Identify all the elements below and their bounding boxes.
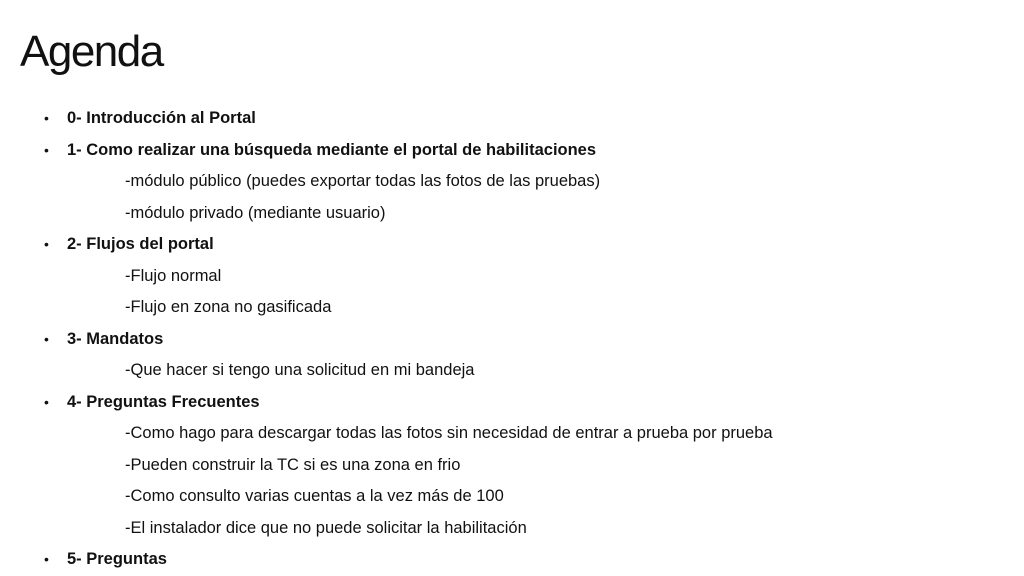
agenda-subitem-label: -Que hacer si tengo una solicitud en mi bandeja	[125, 361, 475, 379]
bullet-icon: •	[44, 110, 49, 126]
agenda-subitem	[0, 450, 1024, 482]
agenda-subitem	[0, 481, 1024, 513]
agenda-item-label: 2- Flujos del portal	[67, 235, 214, 253]
agenda-item-label: 3- Mandatos	[67, 329, 164, 348]
agenda-subitem-label: -El instalador dice que no puede solicitar la habilitación	[125, 518, 527, 537]
agenda-subitem-label: -módulo público (puedes exportar todas las fotos de las pruebas)	[125, 172, 601, 190]
bullet-icon: •	[44, 393, 49, 410]
agenda-item	[0, 103, 1024, 135]
bullet-icon: •	[44, 141, 49, 158]
agenda-subitem-label: -Como hago para descargar todas las fotos sin necesidad de entrar a prueba por prueba	[125, 424, 773, 442]
bullet-icon: •	[44, 551, 49, 567]
agenda-item	[0, 387, 1024, 419]
agenda-subitem-label: -Flujo normal	[125, 266, 222, 285]
agenda-list	[0, 103, 1024, 576]
agenda-subitem-label: -Como consulto varias cuentas a la vez más de 100	[125, 487, 504, 505]
agenda-item-label: 0- Introducción al Portal	[67, 109, 256, 127]
bullet-icon: •	[44, 236, 49, 252]
bullet-icon: •	[44, 330, 49, 347]
agenda-subitem	[0, 198, 1024, 230]
agenda-subitem	[0, 513, 1024, 545]
agenda-item-label: 1- Como realizar una búsqueda mediante el portal de habilitaciones	[67, 140, 597, 159]
agenda-item-label: 4- Preguntas Frecuentes	[67, 392, 260, 411]
slide-title: Agenda	[20, 27, 163, 76]
agenda-subitem	[0, 166, 1024, 198]
agenda-subitem	[0, 418, 1024, 450]
agenda-item	[0, 544, 1024, 576]
agenda-subitem	[0, 292, 1024, 324]
agenda-item	[0, 324, 1024, 356]
agenda-item-label: 5- Preguntas	[67, 550, 167, 568]
agenda-item	[0, 135, 1024, 167]
agenda-subitem-label: -Pueden construir la TC si es una zona en frio	[125, 455, 461, 474]
agenda-subitem	[0, 355, 1024, 387]
agenda-subitem-label: -módulo privado (mediante usuario)	[125, 203, 386, 222]
agenda-item	[0, 229, 1024, 261]
agenda-subitem	[0, 261, 1024, 293]
agenda-subitem-label: -Flujo en zona no gasificada	[125, 298, 332, 316]
